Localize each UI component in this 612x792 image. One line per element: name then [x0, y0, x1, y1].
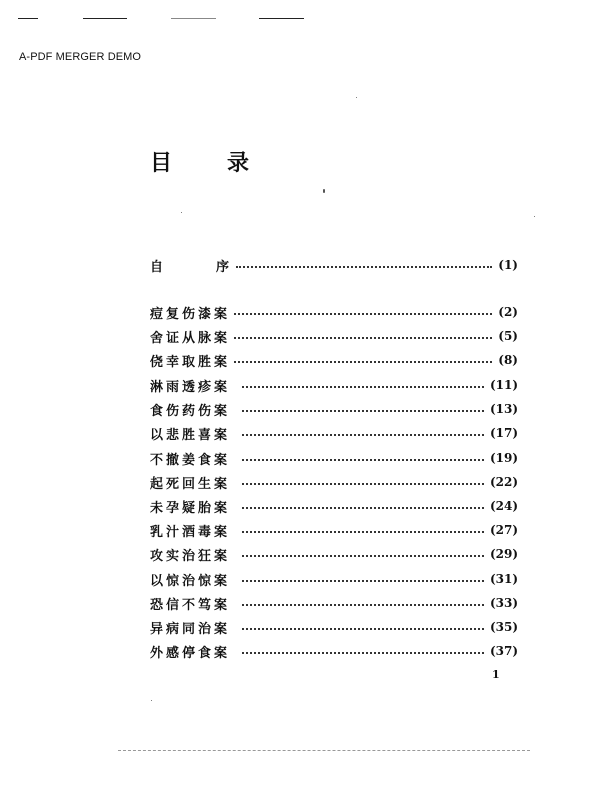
toc-label: 不撤姜食案	[150, 452, 231, 468]
toc-page: (33)	[489, 596, 518, 610]
page-number: 1	[492, 668, 500, 681]
toc-page: (37)	[489, 644, 518, 658]
toc-page: (22)	[489, 475, 518, 489]
toc-page: (29)	[489, 547, 518, 561]
toc-entry[interactable]	[150, 424, 518, 442]
leader-dots	[242, 434, 484, 436]
leader-dots	[242, 483, 484, 485]
scan-speck	[323, 189, 325, 193]
leader-dots	[242, 386, 484, 388]
toc-label: 舍证从脉案	[150, 330, 231, 346]
leader-dots	[242, 580, 484, 582]
toc-entry[interactable]	[150, 473, 518, 491]
leader-dots	[234, 361, 492, 363]
scan-speck	[151, 700, 152, 701]
toc-entry[interactable]	[150, 303, 518, 321]
toc-entry[interactable]	[150, 497, 518, 515]
leader-dots	[242, 459, 484, 461]
toc-label: 未孕疑胎案	[150, 500, 231, 516]
toc-label: 淋雨透疹案	[150, 379, 231, 395]
toc-label: 外感停食案	[150, 645, 231, 661]
toc-page: (35)	[489, 620, 518, 634]
leader-dots	[242, 531, 484, 533]
leader-dots	[242, 604, 484, 606]
toc-label: 食伤药伤案	[150, 403, 231, 419]
toc-entry[interactable]	[150, 351, 518, 369]
toc-entry-preface[interactable]	[150, 256, 518, 274]
toc-label: 以惊治惊案	[150, 573, 231, 589]
toc-page: (1)	[498, 258, 518, 272]
toc-label: 乳汁酒毒案	[150, 524, 231, 540]
toc-entry[interactable]	[150, 376, 518, 394]
watermark-text: A-PDF MERGER DEMO	[19, 51, 142, 63]
toc-entry[interactable]	[150, 449, 518, 467]
toc-page: (31)	[489, 572, 518, 586]
toc-entry[interactable]	[150, 400, 518, 418]
scan-line-2	[83, 18, 127, 19]
leader-dots	[242, 410, 484, 412]
toc-label: 以悲胜喜案	[150, 427, 231, 443]
toc-label: 攻实治狂案	[150, 548, 231, 564]
leader-dots	[242, 507, 484, 509]
scan-speck	[181, 212, 182, 213]
toc-page: (13)	[489, 402, 518, 416]
toc-page: (5)	[498, 329, 518, 343]
toc-entry[interactable]	[150, 570, 518, 588]
toc-entry[interactable]	[150, 521, 518, 539]
toc-page: (17)	[489, 426, 518, 440]
toc-label: 序	[216, 259, 233, 275]
toc-page: (27)	[489, 523, 518, 537]
toc-entry[interactable]	[150, 545, 518, 563]
toc-page: (2)	[498, 305, 518, 319]
leader-dots	[242, 652, 484, 654]
leader-dots	[236, 266, 492, 268]
scan-line-4	[259, 18, 304, 19]
toc-label: 侥幸取胜案	[150, 354, 231, 370]
scan-line-3	[171, 18, 216, 19]
page-title-char-1: 目	[150, 151, 173, 176]
toc-label: 自	[150, 259, 167, 275]
toc-page: (11)	[489, 378, 518, 392]
toc-entry[interactable]	[150, 327, 518, 345]
toc-label: 起死回生案	[150, 476, 231, 492]
scan-speck	[534, 216, 535, 217]
scan-line-1	[18, 18, 38, 19]
leader-dots	[234, 313, 492, 315]
scan-edge-line	[118, 750, 530, 751]
toc-page: (24)	[489, 499, 518, 513]
page-title-char-2: 录	[227, 151, 250, 176]
leader-dots	[234, 337, 492, 339]
toc-label: 异病同治案	[150, 621, 231, 637]
toc-entry[interactable]	[150, 642, 518, 660]
leader-dots	[242, 628, 484, 630]
toc-page: (8)	[498, 353, 518, 367]
scan-speck	[356, 97, 357, 98]
toc-label: 恐信不笃案	[150, 597, 231, 613]
leader-dots	[242, 555, 484, 557]
toc-page: (19)	[489, 451, 518, 465]
toc-entry[interactable]	[150, 594, 518, 612]
toc-label: 痘复伤漆案	[150, 306, 231, 322]
toc-entry[interactable]	[150, 618, 518, 636]
